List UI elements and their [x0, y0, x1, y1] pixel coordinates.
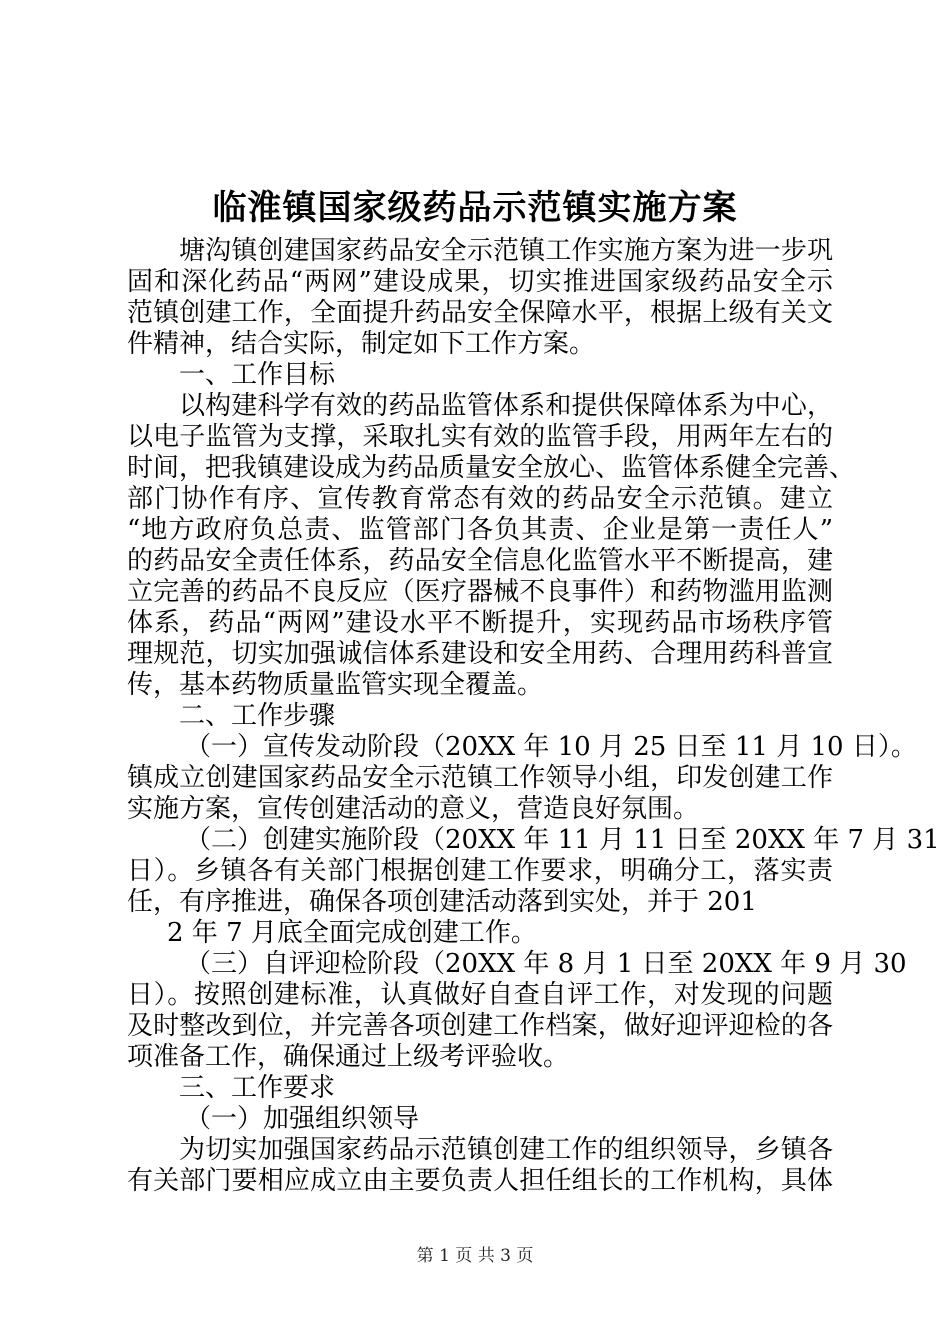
text-line: 传，基本药物质量监管实现全覆盖。: [127, 670, 544, 700]
document-body: [127, 236, 940, 1197]
text-line: 范镇创建工作，全面提升药品安全保障水平，根据上级有关文: [127, 298, 833, 328]
text-line: 项准备工作，确保通过上级考评验收。: [127, 1042, 570, 1072]
section-heading: 一、工作目标: [179, 360, 336, 390]
section-heading: 三、工作要求: [179, 1073, 336, 1103]
text-line: 件精神，结合实际，制定如下工作方案。: [127, 329, 596, 359]
text-line: 有关部门要相应成立由主要负责人担任组长的工作机构，具体: [127, 1166, 833, 1196]
text-line: （一）宣传发动阶段（20XX 年 10 月 25 日至 11 月 10 日）。: [185, 732, 917, 762]
text-line: “地方政府负总责、监管部门各负其责、企业是第一责任人”: [127, 515, 833, 545]
text-line: 实施方案，宣传创建活动的意义，营造良好氛围。: [127, 794, 700, 824]
text-line: 体系，药品“两网”建设水平不断提升，实现药品市场秩序管: [127, 608, 833, 638]
document-title: 临淮镇国家级药品示范镇实施方案: [212, 188, 738, 228]
text-line: 塘沟镇创建国家药品安全示范镇工作实施方案为进一步巩: [179, 236, 833, 266]
text-line: 理规范，切实加强诚信体系建设和安全用药、合理用药科普宣: [127, 639, 833, 669]
text-line: 日）。乡镇各有关部门根据创建工作要求，明确分工，落实责: [127, 856, 833, 886]
text-line: 立完善的药品不良反应（医疗器械不良事件）和药物滥用监测: [127, 577, 833, 607]
text-line: 以构建科学有效的药品监管体系和提供保障体系为中心，: [179, 391, 833, 421]
text-line: 镇成立创建国家药品安全示范镇工作领导小组，印发创建工作: [127, 763, 833, 793]
text-line: 日）。按照创建标准，认真做好自查自评工作，对发现的问题: [127, 980, 833, 1010]
subsection-heading: （一）加强组织领导: [185, 1104, 420, 1134]
text-line: （二）创建实施阶段（20XX 年 11 月 11 日至 20XX 年 7 月 31: [185, 825, 940, 855]
text-line: 时间，把我镇建设成为药品质量安全放心、监管体系健全完善、: [127, 453, 856, 483]
text-line: 任，有序推进，确保各项创建活动落到实处，并于 201: [127, 887, 757, 917]
text-line: 固和深化药品“两网”建设成果，切实推进国家级药品安全示: [127, 267, 833, 297]
text-line: 2 年 7 月底全面完成创建工作。: [167, 918, 537, 948]
text-line: 部门协作有序、宣传教育常态有效的药品安全示范镇。建立: [127, 484, 833, 514]
text-line: 及时整改到位，并完善各项创建工作档案，做好迎评迎检的各: [127, 1011, 833, 1041]
text-line: 的药品安全责任体系，药品安全信息化监管水平不断提高，建: [127, 546, 833, 576]
text-line: 为切实加强国家药品示范镇创建工作的组织领导，乡镇各: [179, 1135, 833, 1165]
text-line: （三）自评迎检阶段（20XX 年 8 月 1 日至 20XX 年 9 月 30: [185, 949, 907, 979]
page-number: 第 1 页 共 3 页: [416, 1246, 534, 1266]
text-line: 以电子监管为支撑，采取扎实有效的监管手段，用两年左右的: [127, 422, 833, 452]
section-heading: 二、工作步骤: [179, 701, 336, 731]
